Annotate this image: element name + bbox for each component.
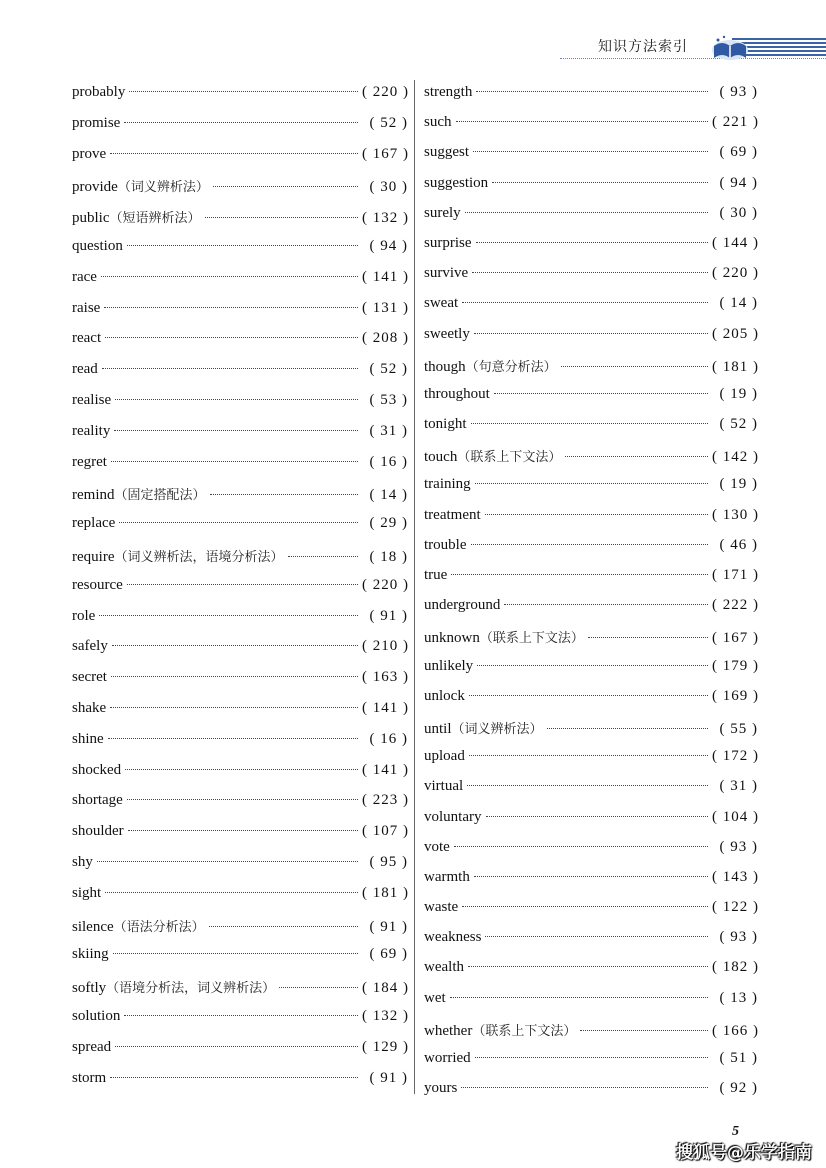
dot-leader [461,1087,708,1088]
index-entry [424,326,758,356]
entry-word: reality [72,422,111,439]
entry-method-note: （句意分析法） [465,359,557,375]
dot-leader [565,456,708,457]
entry-page-ref: ( 91 ) [369,1069,408,1086]
entry-word: underground [424,597,501,614]
entry-word: worried [424,1050,471,1066]
watermark: 搜狐号@乐学指南 [676,1143,812,1163]
index-entry [424,839,758,869]
dot-leader [115,399,358,400]
dot-leader [485,514,708,515]
entry-page-ref: ( 181 ) [712,358,759,375]
entry-word: role [72,607,96,624]
entry-method-note: （短语辨析法） [109,211,201,227]
entry-word: shocked [72,761,122,778]
index-entry [72,238,408,269]
entry-page-ref: ( 220 ) [362,576,409,593]
entry-page-ref: ( 171 ) [712,567,759,583]
index-entry [424,990,758,1020]
entry-word: probably [72,84,126,100]
entry-page-ref: ( 14 ) [719,295,758,312]
entry-word: skiing [72,946,109,963]
entry-page-ref: ( 107 ) [362,823,409,840]
entry-page-ref: ( 132 ) [362,210,409,227]
entry-page-ref: ( 141 ) [362,699,409,716]
dot-leader [561,366,708,367]
dot-leader [115,1046,358,1047]
index-entry [72,885,408,916]
entry-word: read [72,361,98,378]
dot-leader [129,91,358,92]
entry-word: storm [72,1069,107,1086]
entry-page-ref: ( 142 ) [712,449,759,466]
dot-leader [210,494,358,495]
index-entry [424,235,758,265]
dot-leader [485,936,708,937]
header-title: 知识方法索引 [598,39,688,55]
dot-leader [209,926,358,927]
dot-leader [492,182,708,183]
dot-leader [110,1077,358,1078]
entry-word: question [72,237,123,254]
index-entry [424,476,758,506]
entry-page-ref: ( 93 ) [719,84,758,100]
dot-leader [119,522,358,523]
entry-word: true [424,567,448,583]
index-entry [424,356,758,386]
entry-page-ref: ( 129 ) [362,1038,409,1055]
dot-leader [114,430,358,431]
entry-page-ref: ( 29 ) [369,515,408,532]
index-entry [72,792,408,823]
dot-leader [111,676,358,677]
dot-leader [450,997,708,998]
entry-page-ref: ( 143 ) [712,868,759,885]
entry-method-note: （词义辨析法，语境分析法） [114,549,284,565]
entry-word: react [72,330,102,347]
entry-page-ref: ( 52 ) [719,416,758,433]
entry-page-ref: ( 122 ) [712,899,759,916]
entry-word: touch [424,449,458,466]
entry-word: surprise [424,234,472,251]
entry-page-ref: ( 220 ) [712,265,759,282]
open-book-icon [710,34,750,62]
entry-page-ref: ( 222 ) [712,597,759,614]
index-entry [72,916,408,947]
dot-leader [124,1015,358,1016]
index-entry [72,515,408,546]
entry-page-ref: ( 169 ) [712,687,759,704]
entry-method-note: （语法分析法） [113,919,205,935]
entry-word: replace [72,515,116,532]
index-entry [72,484,408,515]
entry-page-ref: ( 53 ) [369,391,408,408]
entry-page-ref: ( 52 ) [369,361,408,378]
entry-page-ref: ( 208 ) [362,330,409,347]
index-entry [424,205,758,235]
dot-leader [111,461,358,462]
index-entry [72,546,408,577]
entry-method-note: （联系上下文法） [457,450,562,466]
dot-leader [465,212,708,213]
index-column-right [424,84,758,1110]
entry-word: until [424,720,452,737]
entry-page-ref: ( 94 ) [369,237,408,254]
index-entry [424,718,758,748]
entry-page-ref: ( 130 ) [712,506,759,523]
index-entry [424,416,758,446]
dot-leader [580,1030,708,1031]
index-entry [424,869,758,899]
entry-word: sweat [424,295,459,312]
entry-word: treatment [424,506,481,523]
entry-page-ref: ( 14 ) [369,487,408,504]
dot-leader [279,987,358,988]
dot-leader [462,302,708,303]
entry-word: unlock [424,687,465,704]
entry-word: virtual [424,778,464,795]
entry-page-ref: ( 181 ) [362,884,409,901]
index-entry [72,731,408,762]
index-entry [424,446,758,476]
index-entry [72,977,408,1008]
index-entry [72,115,408,146]
dot-leader [99,615,358,616]
dot-leader [477,665,708,666]
entry-word: though [424,358,466,375]
dot-leader [102,368,358,369]
dot-leader [127,245,358,246]
entry-word: sight [72,884,102,901]
entry-word: shine [72,730,104,747]
entry-method-note: （联系上下文法） [472,1023,577,1039]
dot-leader [474,333,708,334]
index-entry [424,1050,758,1080]
entry-page-ref: ( 141 ) [362,761,409,778]
index-entry [72,207,408,238]
entry-word: training [424,476,471,493]
entry-word: sweetly [424,325,470,342]
index-entry [424,627,758,657]
index-entry [424,114,758,144]
entry-word: surely [424,204,461,221]
entry-word: provide [72,179,118,196]
entry-page-ref: ( 144 ) [712,234,759,251]
entry-page-ref: ( 167 ) [362,145,409,162]
entry-page-ref: ( 184 ) [362,980,409,997]
running-header [560,28,826,68]
dot-leader [467,785,708,786]
entry-word: raise [72,299,101,316]
entry-word: prove [72,145,107,162]
index-entry [72,700,408,731]
dot-leader [110,153,358,154]
entry-page-ref: ( 92 ) [719,1080,758,1097]
index-entry [424,386,758,416]
index-entry [72,669,408,700]
entry-word: remind [72,487,115,504]
dot-leader [213,186,358,187]
index-entry [72,392,408,423]
dot-leader [472,272,708,273]
index-entry [72,638,408,669]
entry-word: solution [72,1007,121,1024]
dot-leader [476,242,709,243]
dot-leader [124,122,358,123]
dot-leader [504,604,708,605]
index-entry [72,823,408,854]
entry-page-ref: ( 93 ) [719,838,758,855]
dot-leader [128,830,358,831]
entry-word: require [72,548,115,565]
entry-method-note: （联系上下文法） [479,631,584,647]
dot-leader [468,966,708,967]
entry-word: public [72,210,110,227]
index-entry [72,577,408,608]
index-entry [424,84,758,114]
entry-page-ref: ( 16 ) [369,730,408,747]
dot-leader [127,584,358,585]
entry-word: shy [72,853,93,870]
dot-leader [476,91,708,92]
entry-page-ref: ( 30 ) [369,179,408,196]
dot-leader [112,645,358,646]
entry-word: realise [72,391,112,408]
dot-leader [105,892,358,893]
index-entry [424,688,758,718]
entry-word: whether [424,1022,473,1039]
index-entry [424,809,758,839]
entry-word: softly [72,980,107,997]
dot-leader [104,307,358,308]
entry-word: regret [72,453,107,470]
entry-word: shake [72,699,107,716]
entry-page-ref: ( 132 ) [362,1007,409,1024]
index-entry [72,146,408,177]
index-entry [72,300,408,331]
column-divider [414,80,415,1094]
entry-page-ref: ( 95 ) [369,853,408,870]
entry-page-ref: ( 55 ) [719,720,758,737]
index-column-left [72,84,408,1100]
entry-word: suggest [424,144,469,161]
dot-leader [462,906,708,907]
index-entry [72,269,408,300]
dot-leader [486,816,709,817]
entry-word: waste [424,899,459,916]
entry-page-ref: ( 91 ) [369,918,408,935]
entry-page-ref: ( 69 ) [369,946,408,963]
entry-page-ref: ( 141 ) [362,268,409,285]
entry-page-ref: ( 172 ) [712,748,759,765]
index-entry [424,175,758,205]
index-entry [72,854,408,885]
index-entry [72,454,408,485]
dot-leader [108,738,358,739]
entry-word: resource [72,576,123,593]
entry-page-ref: ( 131 ) [362,299,409,316]
entry-word: voluntary [424,808,482,825]
entry-page-ref: ( 19 ) [719,476,758,493]
entry-word: trouble [424,536,467,553]
entry-method-note: （词义辨析法） [451,721,543,737]
entry-word: upload [424,748,465,765]
index-entry [424,658,758,688]
entry-word: vote [424,838,450,855]
index-entry [424,1080,758,1110]
index-entry [424,899,758,929]
entry-method-note: （固定搭配法） [114,488,206,504]
index-entry [424,567,758,597]
entry-page-ref: ( 166 ) [712,1022,759,1039]
entry-page-ref: ( 51 ) [719,1050,758,1066]
index-entry [72,946,408,977]
entry-page-ref: ( 69 ) [719,144,758,161]
entry-page-ref: ( 104 ) [712,808,759,825]
entry-word: silence [72,918,114,935]
dot-leader [473,151,708,152]
entry-word: such [424,114,452,131]
entry-word: secret [72,669,107,686]
entry-page-ref: ( 13 ) [719,989,758,1006]
index-entry [424,265,758,295]
index-entry [424,778,758,808]
index-entry [424,295,758,325]
dot-leader [110,707,358,708]
entry-page-ref: ( 182 ) [712,959,759,976]
dot-leader [469,695,708,696]
entry-page-ref: ( 46 ) [719,536,758,553]
dot-leader [454,846,708,847]
entry-page-ref: ( 94 ) [719,174,758,191]
entry-page-ref: ( 221 ) [712,114,759,131]
entry-page-ref: ( 220 ) [362,84,409,100]
dot-leader [456,121,709,122]
header-dotted-rule [560,58,826,59]
entry-word: race [72,268,97,285]
dot-leader [113,953,358,954]
entry-page-ref: ( 18 ) [369,548,408,565]
index-entry [72,1008,408,1039]
entry-page-ref: ( 210 ) [362,638,409,655]
entry-page-ref: ( 16 ) [369,453,408,470]
dot-leader [288,556,359,557]
entry-page-ref: ( 30 ) [719,204,758,221]
dot-leader [474,876,708,877]
entry-word: unknown [424,630,480,647]
dot-leader [475,483,708,484]
entry-word: suggestion [424,174,489,191]
dot-leader [471,544,709,545]
entry-page-ref: ( 205 ) [712,325,759,342]
index-entry [72,176,408,207]
index-entry [72,330,408,361]
page-number: 5 [732,1124,739,1139]
index-entry [72,1070,408,1101]
index-entry [424,959,758,989]
entry-word: shortage [72,792,123,809]
index-entry [424,929,758,959]
entry-page-ref: ( 31 ) [719,778,758,795]
index-entry [424,507,758,537]
entry-page-ref: ( 31 ) [369,422,408,439]
entry-page-ref: ( 167 ) [712,630,759,647]
entry-word: strength [424,84,473,100]
entry-word: promise [72,114,121,131]
index-entry [72,608,408,639]
index-entry [424,537,758,567]
dot-leader [475,1057,708,1058]
entry-word: spread [72,1038,112,1055]
entry-word: weakness [424,929,482,946]
entry-method-note: （语境分析法，词义辨析法） [106,981,276,997]
entry-page-ref: ( 93 ) [719,929,758,946]
index-entry [424,144,758,174]
entry-word: warmth [424,868,470,885]
dot-leader [547,728,708,729]
entry-word: tonight [424,416,467,433]
entry-word: throughout [424,385,490,402]
dot-leader [127,799,358,800]
index-entry [72,762,408,793]
entry-word: wealth [424,959,464,976]
dot-leader [451,574,708,575]
dot-leader [205,217,358,218]
entry-method-note: （词义辨析法） [117,180,209,196]
index-entry [72,361,408,392]
dot-leader [469,755,708,756]
index-entry [424,748,758,778]
entry-word: unlikely [424,657,474,674]
entry-word: yours [424,1080,458,1097]
entry-word: shoulder [72,823,124,840]
dot-leader [125,769,358,770]
entry-word: survive [424,265,469,282]
index-entry [72,423,408,454]
entry-page-ref: ( 91 ) [369,607,408,624]
entry-page-ref: ( 52 ) [369,114,408,131]
entry-page-ref: ( 223 ) [362,792,409,809]
dot-leader [471,423,708,424]
dot-leader [588,637,708,638]
dot-leader [97,861,358,862]
entry-page-ref: ( 179 ) [712,657,759,674]
index-entry [424,597,758,627]
dot-leader [101,276,358,277]
index-entry [72,1039,408,1070]
index-entry [424,1020,758,1050]
index-entry [72,84,408,115]
entry-word: safely [72,638,108,655]
entry-word: wet [424,989,446,1006]
dot-leader [494,393,708,394]
dot-leader [105,337,358,338]
entry-page-ref: ( 19 ) [719,385,758,402]
entry-page-ref: ( 163 ) [362,669,409,686]
